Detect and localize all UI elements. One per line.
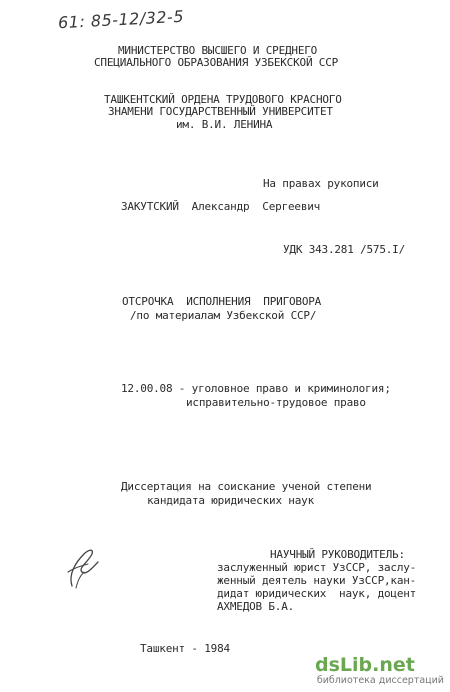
degree-line-1: Диссертация на соискание ученой степени: [121, 480, 372, 493]
watermark-subtitle: библиотека диссертаций: [316, 675, 444, 686]
rights-note: На правах рукописи: [263, 177, 379, 190]
advisor-line-3: дидат юридических наук, доцент: [217, 587, 417, 600]
udk-code: УДК 343.281 /575.I/: [283, 243, 406, 256]
place-and-year: Ташкент - 1984: [140, 642, 230, 655]
university-line-1: ТАШКЕНТСКИЙ ОРДЕНА ТРУДОВОГО КРАСНОГО: [104, 93, 342, 106]
degree-line-2: кандидата юридических наук: [147, 494, 314, 507]
advisor-name: АХМЕДОВ Б.А.: [217, 600, 295, 613]
university-line-2: ЗНАМЕНИ ГОСУДАРСТВЕННЫЙ УНИВЕРСИТЕТ: [108, 105, 333, 118]
dissertation-title-line-1: ОТСРОЧКА ИСПОЛНЕНИЯ ПРИГОВОРА: [122, 295, 322, 308]
advisor-heading: НАУЧНЫЙ РУКОВОДИТЕЛЬ:: [270, 548, 405, 561]
ministry-line-2: СПЕЦИАЛЬНОГО ОБРАЗОВАНИЯ УЗБЕКСКОЙ ССР: [94, 56, 339, 69]
university-line-3: им. В.И. ЛЕНИНА: [176, 118, 273, 131]
advisor-line-2: женный деятель науки УзССР,кан-: [217, 574, 417, 587]
handwritten-signature: [58, 528, 108, 598]
specialty-line-2: исправительно-трудовое право: [186, 396, 366, 409]
ministry-line-1: МИНИСТЕРСТВО ВЫСШЕГО И СРЕДНЕГО: [118, 44, 318, 57]
watermark-logo: dsLib.net: [315, 654, 415, 676]
specialty-line-1: 12.00.08 - уголовное право и криминология;: [121, 382, 391, 395]
watermark: [309, 654, 444, 688]
handwritten-catalog-code: 61: 85-12/32-5: [57, 6, 185, 33]
dissertation-title-line-2: /по материалам Узбекской ССР/: [130, 309, 317, 322]
advisor-line-1: заслуженный юрист УзССР, заслу-: [217, 561, 417, 574]
author-name: ЗАКУТСКИЙ Александр Сергеевич: [121, 200, 321, 213]
